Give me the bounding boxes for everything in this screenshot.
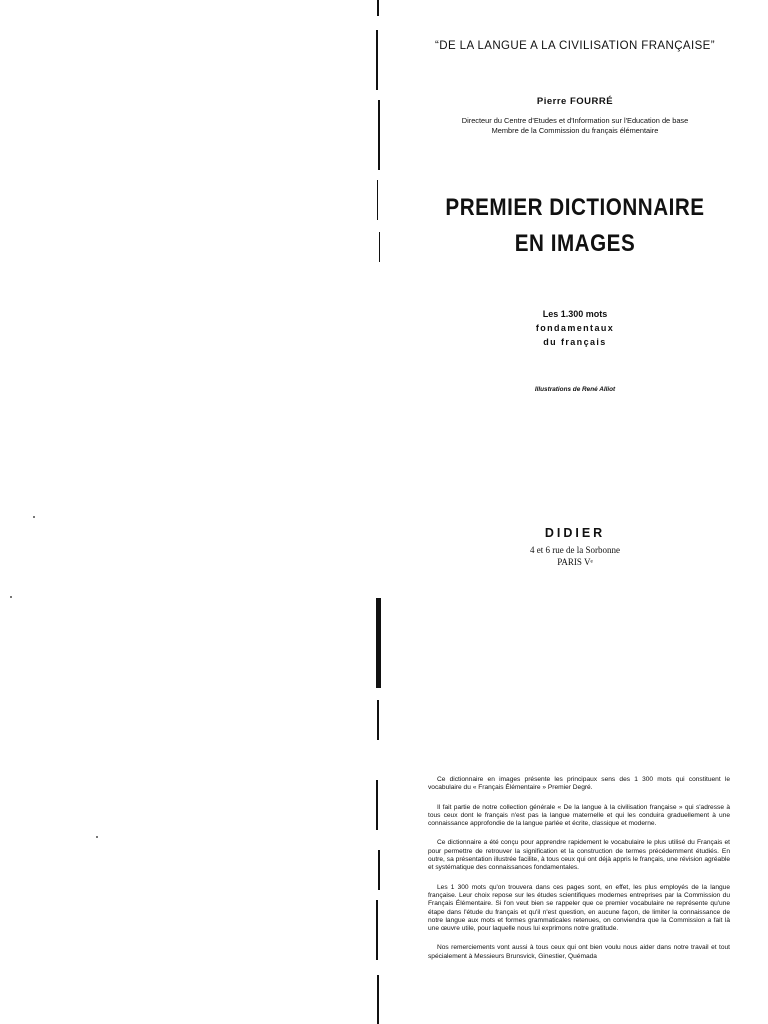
scan-speck [96,836,98,838]
address-line: PARIS Vᵉ [557,557,593,567]
book-title [425,190,726,262]
intro-paragraph: Il fait partie de notre collection générale « De la langue à la civilisation française » qui s'adresse à tous ceux dont le français n'est pas la langue maternelle et qui les conduira graduellement à une connaissance approfondie de la langue parlée et écrite, classique et moderne. [428,803,730,828]
page-binding-edge [372,0,384,1024]
book-subtitle [400,307,750,349]
address-line: 4 et 6 rue de la Sorbonne [530,545,620,555]
illustrator-credit: Illustrations de René Alliot [534,386,616,393]
publisher-name: DIDIER [544,526,606,540]
series-name: “DE LA LANGUE A LA CIVILISATION FRANÇAISE” [435,40,715,52]
intro-paragraph: Nos remerciements vont aussi à tous ceux qui ont bien voulu nous aider dans notre travail et tout spécialement à Messieurs Brunsvick, Ginestier, Quémada [428,944,730,960]
scan-speck [10,596,12,598]
author-name: Pierre FOURRÉ [536,96,614,107]
book-title-line: EN IMAGES [514,230,636,257]
affiliation-line: Membre de la Commission du français élémentaire [491,126,659,135]
publisher-address [400,544,750,568]
subtitle-line: fondamentaux [535,323,615,333]
intro-paragraph: Ce dictionnaire en images présente les principaux sens des 1 300 mots qui constituent le vocabulaire du « Français Élémentaire » Premier Degré. [428,776,730,792]
scan-speck [33,516,35,518]
subtitle-line: Les 1.300 mots [542,309,608,319]
intro-paragraph: Les 1 300 mots qu'on trouvera dans ces pages sont, en effet, les plus employés de la langue française. Leur choix repose sur les études scientifiques modernes entreprises par la Commission du Français Élémentaire. Si l'on veut bien se rappeler que ce premier vocabulaire ne représente qu'une étape dans l'étude du français et qu'il n'est question, en aucune façon, de limiter la connaissance de notre langue aux mots et formes grammaticales retenues, on conviendra que la Commission a fait là une œuvre utile, pour laquelle nous lui exprimons notre gratitude. [428,883,730,933]
subtitle-line: du français [543,337,607,347]
affiliation-line: Directeur du Centre d'Etudes et d'Information sur l'Education de base [461,116,689,125]
book-title-line: PREMIER DICTIONNAIRE [445,194,705,221]
introduction-text [428,776,730,972]
title-page [400,0,750,1024]
intro-paragraph: Ce dictionnaire a été conçu pour apprendre rapidement le vocabulaire le plus utilisé du Français et pour permettre de retrouver la signification et la construction de termes précédemment étudiés. En outre, sa présentation illustrée facilite, à tous ceux qui ont déjà appris le français, une révision agréable et systématique des connaissances fondamentales. [428,839,730,872]
author-affiliation [400,116,750,136]
